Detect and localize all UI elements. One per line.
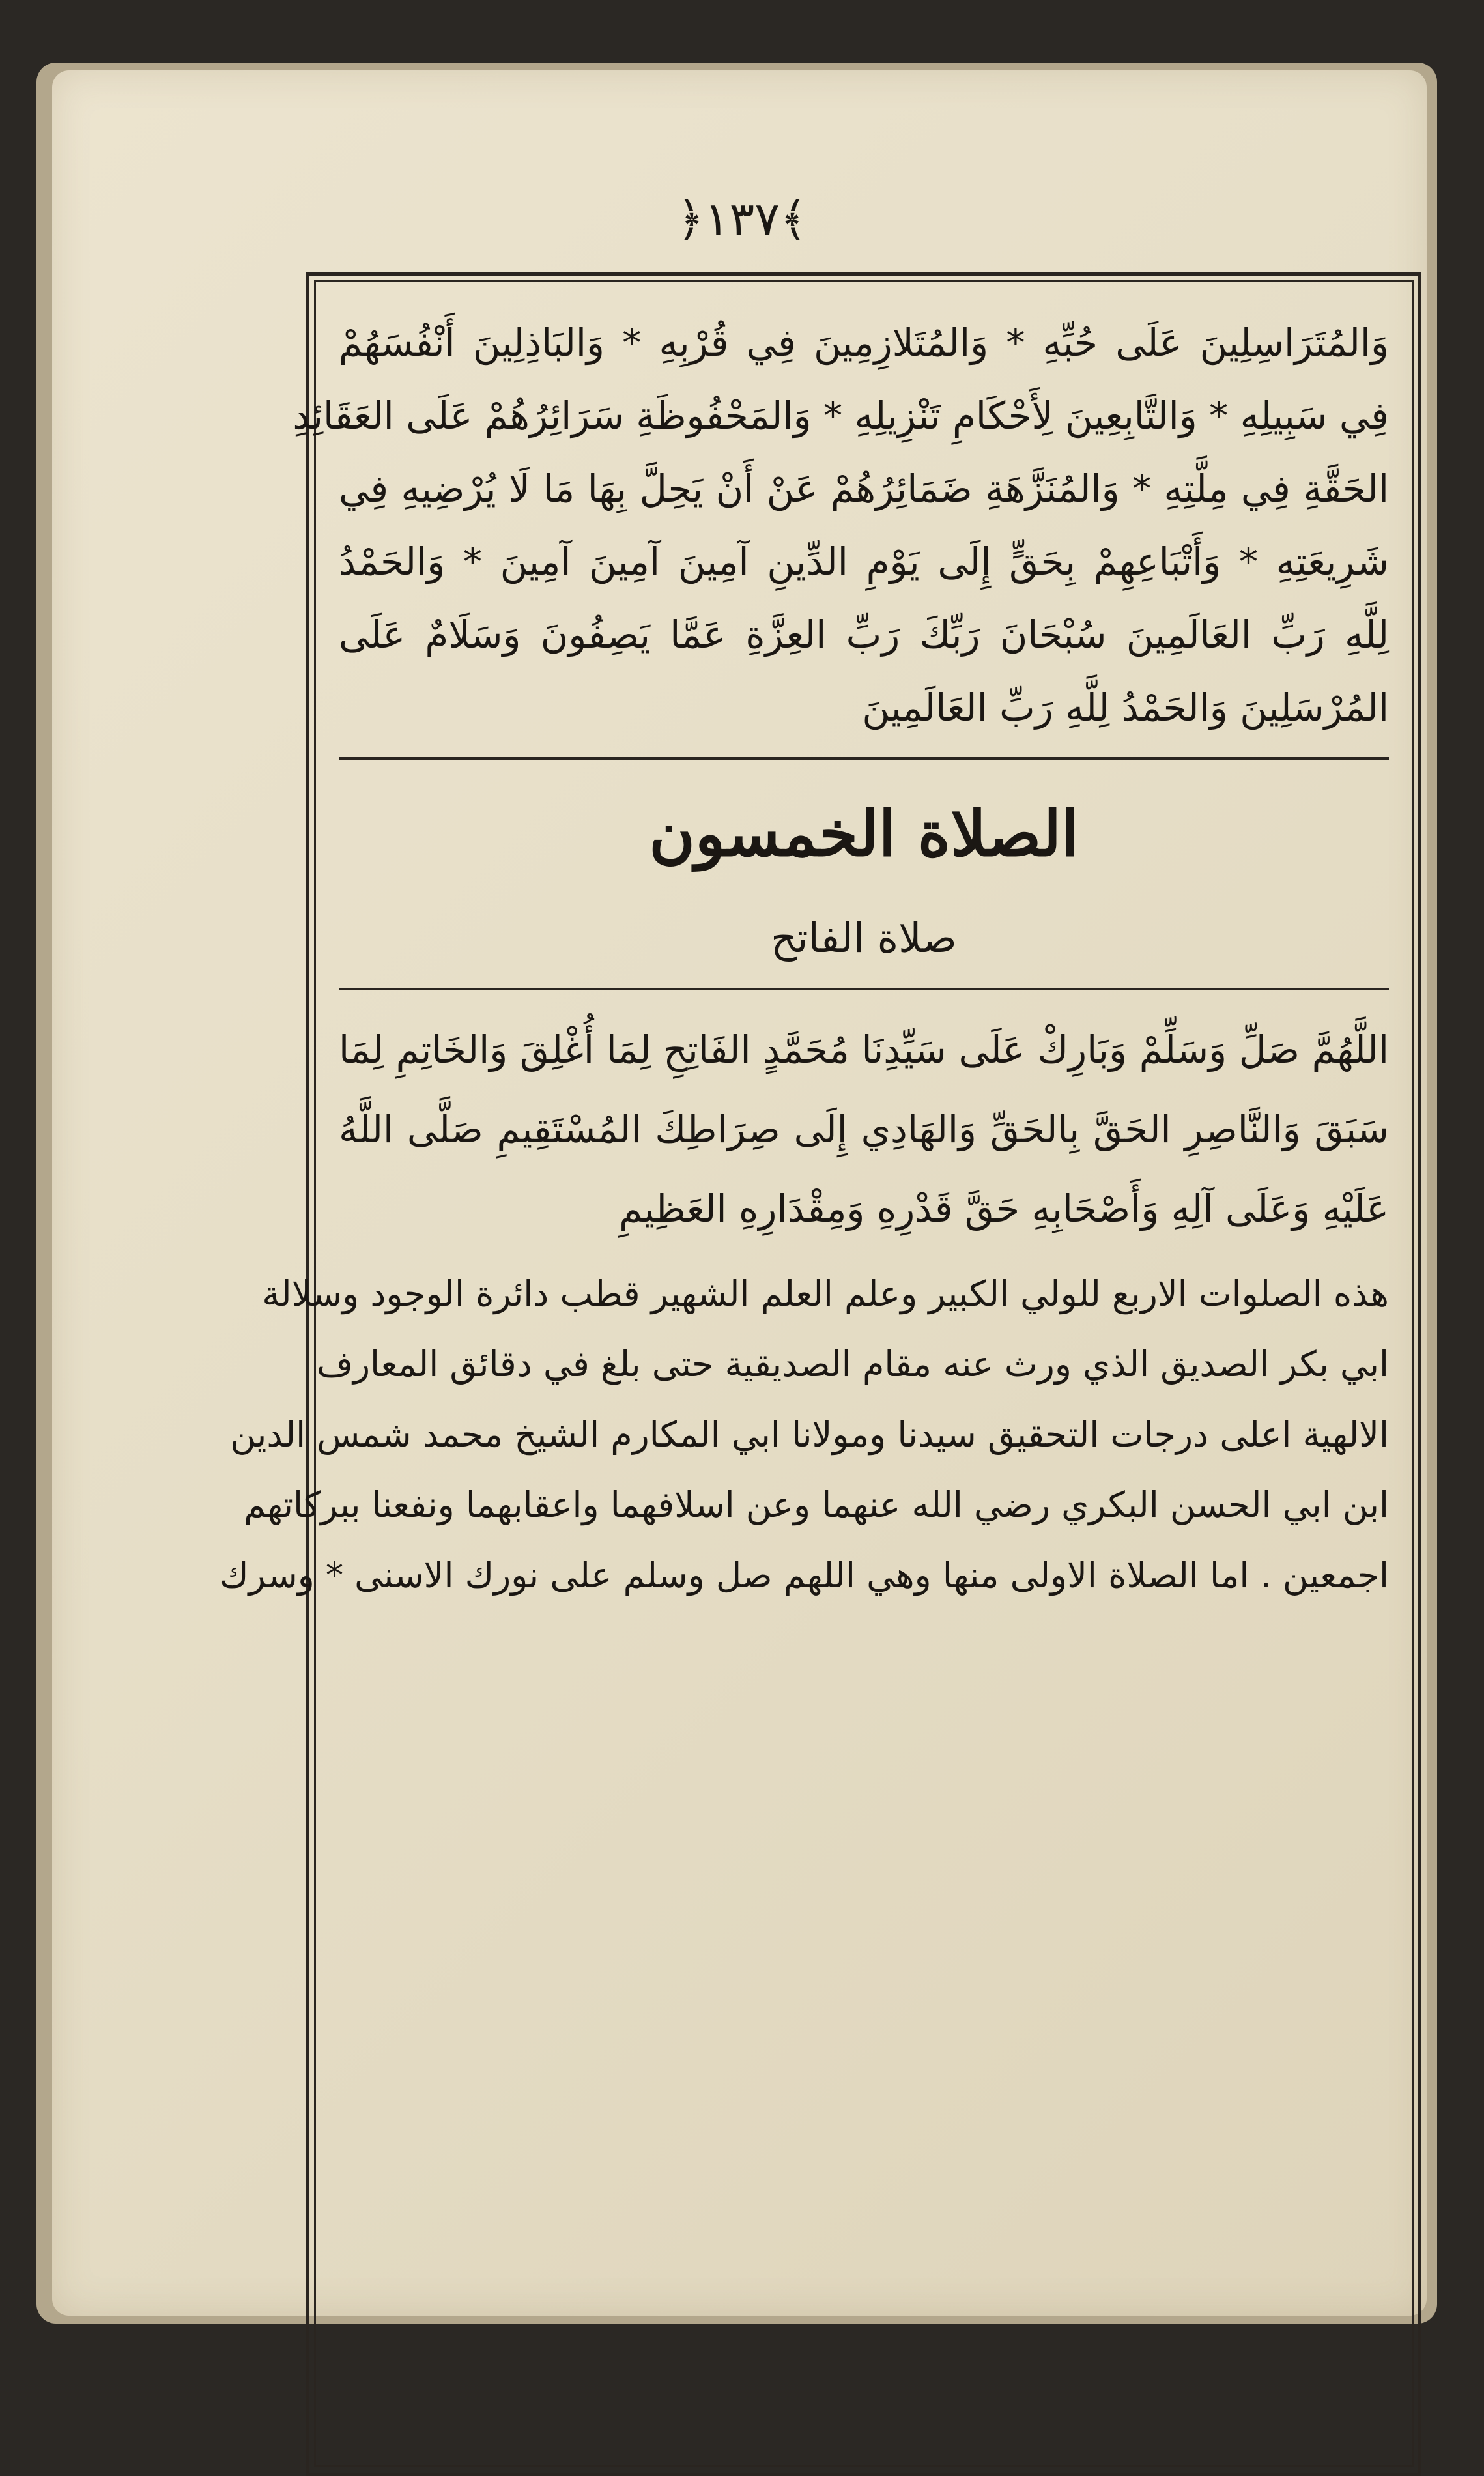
text-line: اللَّهُمَّ صَلِّ وَسَلِّمْ وَبَارِكْ عَلَى سَيِّدِنَا مُحَمَّدٍ الفَاتِحِ لِمَا أُغْلِقَ وَالخَاتِمِ لِمَا — [339, 1028, 1389, 1072]
text-line: وَالمُتَرَاسِلِينَ عَلَى حُبِّهِ * وَالمُتَلازِمِينَ فِي قُرْبِهِ * وَالبَاذِلِينَ أَنْفُسَهُمْ — [339, 321, 1389, 365]
section-subtitle: صلاة الفاتح — [771, 914, 957, 962]
text-line: ابن ابي الحسن البكري رضي الله عنهما وعن اسلافهما واعقابهما ونفعنا ببركاتهم — [244, 1484, 1389, 1525]
text-line: هذه الصلوات الاربع للولي الكبير وعلم العلم الشهير قطب دائرة الوجود وسلالة — [262, 1273, 1389, 1314]
note-paragraph — [220, 1259, 1389, 1611]
section-title: الصلاة الخمسون — [649, 797, 1079, 871]
text-line: فِي سَبِيلِهِ * وَالتَّابِعِينَ لِأَحْكَامِ تَنْزِيلِهِ * وَالمَحْفُوظَةِ سَرَائِرُهُمْ عَلَى العَقَائِدِ — [293, 394, 1389, 438]
text-line: اجمعين . اما الصلاة الاولى منها وهي اللهم صل وسلم على نورك الاسنى * وسرك — [220, 1555, 1389, 1596]
text-line: شَرِيعَتِهِ * وَأَتْبَاعِهِمْ بِحَقٍّ إِلَى يَوْمِ الدِّينِ آمِينَ آمِينَ آمِينَ * وَالحَمْدُ — [339, 540, 1389, 584]
text-line: الحَقَّةِ فِي مِلَّتِهِ * وَالمُنَزَّهَةِ ضَمَائِرُهُمْ عَنْ أَنْ يَحِلَّ بِهَا مَا لَا يُرْضِيهِ فِي — [339, 467, 1389, 511]
text-line: الالهية اعلى درجات التحقيق سيدنا ومولانا ابي المكارم الشيخ محمد شمس الدين — [230, 1414, 1389, 1455]
text-content — [220, 306, 1389, 2443]
text-line: عَلَيْهِ وَعَلَى آلِهِ وَأَصْحَابِهِ حَقَّ قَدْرِهِ وَمِقْدَارِهِ العَظِيمِ — [619, 1187, 1389, 1231]
text-line: المُرْسَلِينَ وَالحَمْدُ لِلَّهِ رَبِّ العَالَمِينَ — [862, 685, 1389, 730]
section-divider-top — [339, 757, 1389, 760]
text-line: ابي بكر الصديق الذي ورث عنه مقام الصديقية حتى بلغ في دقائق المعارف — [317, 1344, 1389, 1385]
text-line: سَبَقَ وَالنَّاصِرِ الحَقَّ بِالحَقِّ وَالهَادِي إِلَى صِرَاطِكَ المُسْتَقِيمِ صَلَّى اللَّهُ — [339, 1107, 1389, 1151]
page-number: ﴿١٣٧﴾ — [676, 192, 808, 246]
closing-paragraph — [293, 306, 1389, 744]
section-divider-bottom — [339, 988, 1389, 990]
prayer-paragraph — [339, 1010, 1389, 1248]
text-line: لِلَّهِ رَبِّ العَالَمِينَ سُبْحَانَ رَبِّكَ رَبِّ العِزَّةِ عَمَّا يَصِفُونَ وَسَلَامٌ عَلَى — [339, 612, 1389, 657]
